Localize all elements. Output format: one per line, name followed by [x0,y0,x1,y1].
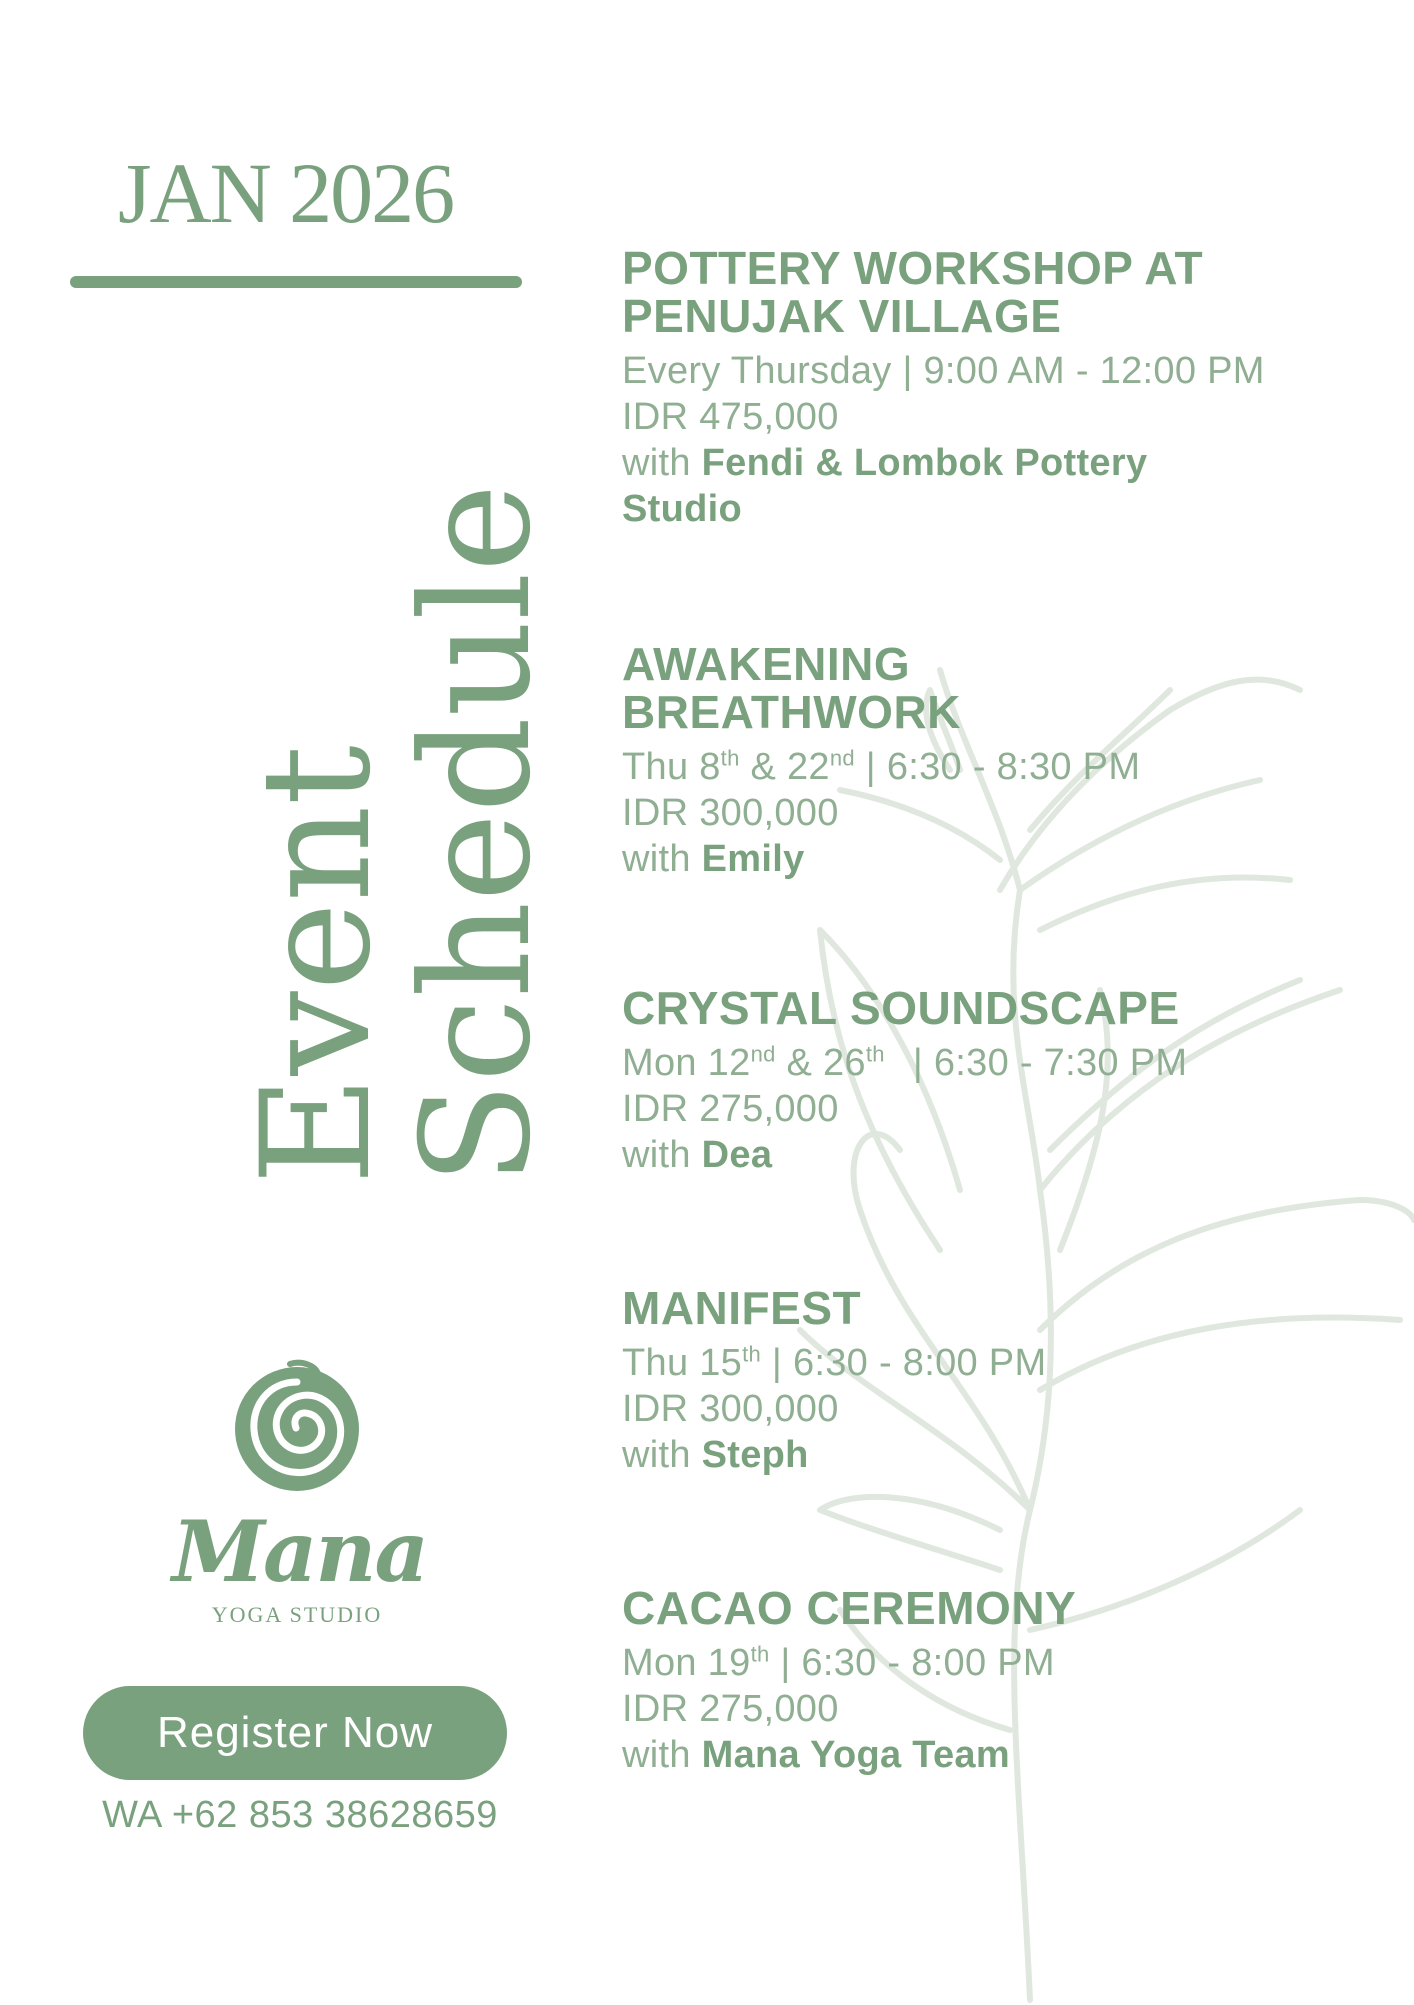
event-title-line: BREATHWORK [622,686,961,738]
event-host [622,1732,1382,1778]
event-manifest [622,1284,1382,1478]
with-prefix: with [622,442,702,484]
event-breathwork [622,640,1382,882]
event-schedule [622,1340,1382,1386]
event-price: IDR 275,000 [622,1088,839,1130]
event-cacao-ceremony [622,1584,1382,1778]
event-title: MANIFEST [622,1282,862,1334]
event-day: Mon 12 [622,1042,751,1084]
event-title [622,244,1382,340]
event-crystal-soundscape [622,984,1382,1178]
with-prefix: with [622,1134,702,1176]
event-schedule: Every Thursday | 9:00 AM - 12:00 PM [622,350,1265,392]
register-button[interactable]: Register Now [83,1686,507,1780]
title-line-schedule: Schedule [390,483,564,1185]
event-price: IDR 300,000 [622,792,839,834]
event-day: & 22 [739,746,830,788]
event-price: IDR 300,000 [622,1388,839,1430]
host-name: Dea [701,1134,773,1176]
host-name: Fendi & Lombok Pottery [701,442,1148,484]
event-host [622,1432,1382,1478]
event-host [622,836,1382,882]
event-title-line: AWAKENING [622,638,911,690]
host-name: Steph [701,1434,809,1476]
with-prefix: with [622,838,702,880]
host-name: Studio [622,488,742,530]
ordinal-suffix: th [742,1341,762,1367]
title-line-event: Event [230,745,404,1185]
event-title-line: POTTERY WORKSHOP AT [622,242,1204,294]
ordinal-suffix: th [720,745,740,771]
event-day: Mon 19 [622,1642,751,1684]
ordinal-suffix: nd [829,745,855,771]
event-title [622,640,1382,736]
event-time: | 6:30 - 7:30 PM [912,1042,1188,1084]
event-host [622,1132,1382,1178]
event-day: & 26 [775,1042,866,1084]
event-title: CACAO CEREMONY [622,1582,1077,1634]
brand-name: Mana [172,1502,427,1601]
event-title: CRYSTAL SOUNDSCAPE [622,982,1180,1034]
spiral-icon [230,1362,364,1496]
event-title-line: PENUJAK VILLAGE [622,290,1062,342]
host-name: Mana Yoga Team [701,1734,1010,1776]
month-heading: JAN 2026 [118,145,454,241]
ordinal-suffix: nd [750,1041,776,1067]
with-prefix: with [622,1434,702,1476]
host-name: Emily [701,838,805,880]
divider [70,276,522,288]
page-title [118,385,564,1185]
event-day: Thu 15 [622,1342,743,1384]
brand-subtitle: YOGA STUDIO [211,1602,383,1627]
event-time: | 6:30 - 8:30 PM [854,746,1141,788]
event-day: Thu 8 [622,746,721,788]
ordinal-suffix: th [865,1041,885,1067]
event-host [622,440,1382,532]
event-schedule [622,1640,1382,1686]
contact-whatsapp[interactable]: WA +62 853 38628659 [102,1794,498,1836]
event-schedule [622,744,1382,790]
event-time: | 6:30 - 8:00 PM [761,1342,1047,1384]
ordinal-suffix: th [750,1641,770,1667]
event-price: IDR 475,000 [622,396,839,438]
event-price: IDR 275,000 [622,1688,839,1730]
with-prefix: with [622,1734,702,1776]
event-schedule [622,1040,1382,1086]
event-time: | 6:30 - 8:00 PM [769,1642,1055,1684]
event-pottery [622,244,1382,532]
